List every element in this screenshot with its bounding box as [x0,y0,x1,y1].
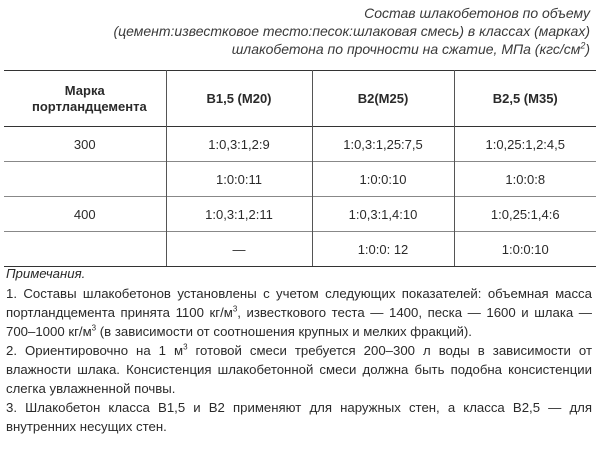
table-row [4,162,596,197]
table-cell: — [166,232,312,267]
table-cell: 300 [73,136,96,152]
composition-table [4,70,596,267]
note-1-text-end: (в зависимости от соотношения крупных и мелких фракций). [96,324,472,339]
header-class-b2: B2(M25) [312,71,454,127]
header-cement-grade: Марка портландцемента [32,82,147,114]
caption-line-3 [30,40,590,58]
caption-line-1: Состав шлакобетонов по объему [364,5,590,21]
caption-superscript: 2 [580,40,586,51]
table-cell: 1:0:0: 12 [312,232,454,267]
note-2-text: 2. Ориентировочно на 1 м [6,343,184,358]
table-row [4,197,596,232]
table-cell: 1:0,3:1,2:11 [166,197,312,232]
table-header-row [4,71,596,127]
note-2-text-cont: готовой смеси требуется 200–300 л воды в зависимости от влажности шлака. Консистенция шлакобетонной смеси должна быть подобна консистенции слегка увлажненной почвы. [6,343,592,396]
note-2 [6,341,592,398]
note-2-sup: 3 [183,342,188,352]
table-cell: 1:0:0:11 [166,162,312,197]
table-cell: 1:0:0:8 [454,162,596,197]
note-1-text: 1. Составы шлакобетонов установлены с учетом следующих показателей: объемная масса портландцемента принята 1100 кг/м [6,286,592,320]
table-caption [30,4,590,58]
table-row [4,127,596,162]
notes-section [6,264,592,436]
note-1-sup: 3 [91,323,97,333]
table-cell [4,162,166,197]
note-1-sup: 3 [232,304,238,314]
notes-heading: Примечания. [6,266,86,281]
note-3: 3. Шлакобетон класса B1,5 и B2 применяют для наружных стен, а класса B2,5 — для внутренних несущих стен. [6,400,592,434]
table-cell: 1:0,25:1,2:4,5 [454,127,596,162]
table-cell: 1:0:0:10 [312,162,454,197]
note-1-text-cont: , известкового теста — 1400, песка — 1600 и шлака — 700–1000 кг/м [6,305,592,339]
table-cell: 1:0,25:1,4:6 [454,197,596,232]
table-cell [4,232,166,267]
note-1 [6,284,592,341]
header-class-b15: B1,5 (M20) [166,71,312,127]
caption-line-2: (цемент:известковое тесто:песок:шлаковая смесь) в классах (марках) [113,23,590,39]
header-class-b25: B2,5 (M35) [454,71,596,127]
table-cell: 1:0,3:1,4:10 [312,197,454,232]
table-row [4,232,596,267]
table-cell: 1:0:0:10 [454,232,596,267]
table-cell: 1:0,3:1,25:7,5 [312,127,454,162]
caption-line-3-text: шлакобетона по прочности на сжатие, МПа (кгс/см [231,41,581,57]
table-cell: 1:0,3:1,2:9 [166,127,312,162]
table-cell: 400 [4,197,166,232]
caption-line-3-end: ) [585,41,590,57]
